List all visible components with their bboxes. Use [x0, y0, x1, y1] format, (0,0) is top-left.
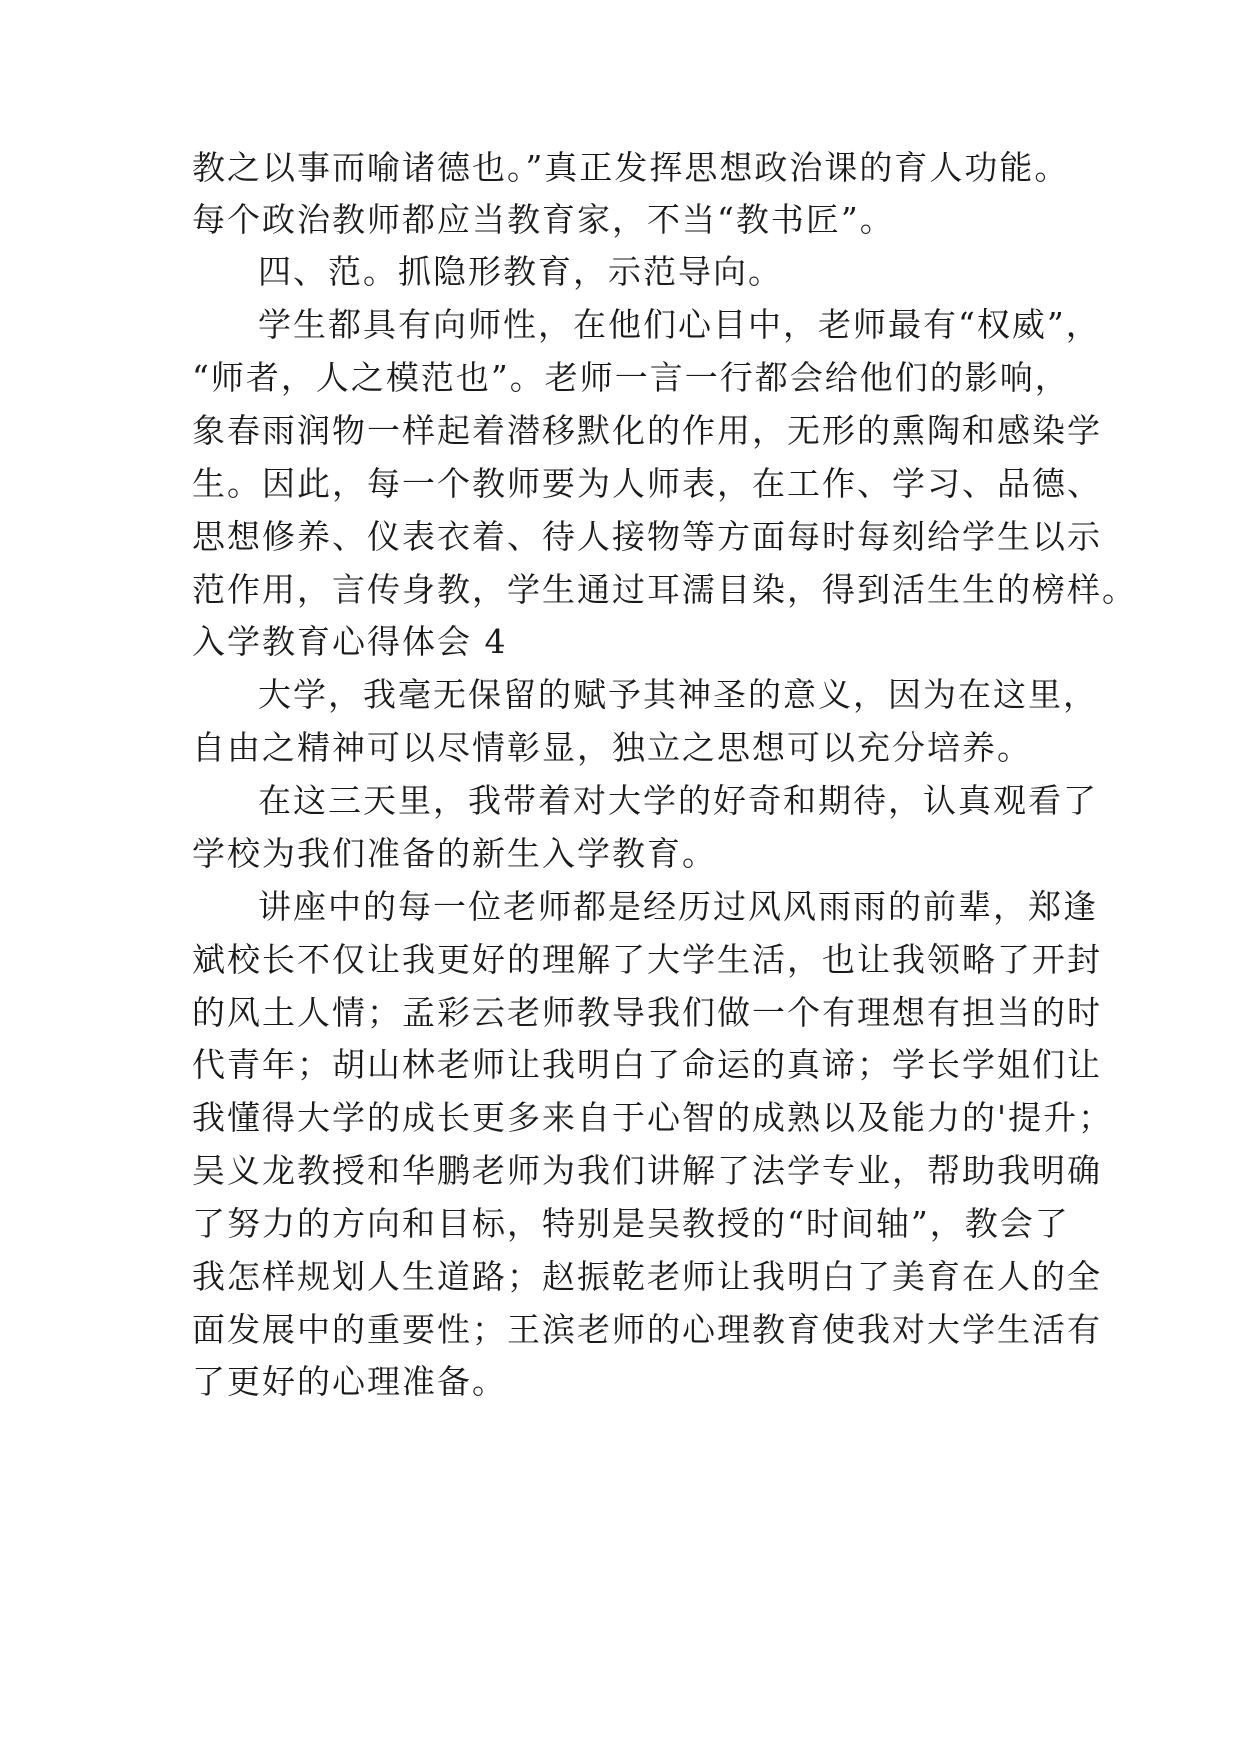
text-line: 在这三天里，我带着对大学的好奇和期待，认真观看了: [258, 781, 1098, 820]
text-line: 大学，我毫无保留的赋予其神圣的意义，因为在这里，: [258, 675, 1098, 714]
text-line: 学生都具有向师性，在他们心目中，老师最有“权威”，: [258, 305, 1101, 344]
text-line: 我懂得大学的成长更多来自于心智的成熟以及能力的'提升；: [192, 1098, 1114, 1137]
text-line: 每个政治教师都应当教育家，不当“教书匠”。: [192, 200, 895, 239]
section-heading: 入学教育心得体会 4: [192, 622, 508, 661]
text-line: “师者，人之模范也”。老师一言一行都会给他们的影响，: [192, 358, 1070, 397]
text-line: 面发展中的重要性；王滨老师的心理教育使我对大学生活有: [192, 1310, 1102, 1349]
text-line: 自由之精神可以尽情彰显，独立之思想可以充分培养。: [192, 728, 1032, 767]
text-line: 生。因此，每一个教师要为人师表，在工作、学习、品德、: [192, 464, 1102, 503]
text-line: 代青年；胡山林老师让我明白了命运的真谛；学长学姐们让: [192, 1045, 1102, 1084]
text-line: 教之以事而喻诸德也。”真正发挥思想政治课的育人功能。: [192, 148, 1070, 187]
text-line: 我怎样规划人生道路；赵振乾老师让我明白了美育在人的全: [192, 1257, 1102, 1296]
text-line: 斌校长不仅让我更好的理解了大学生活，也让我领略了开封: [192, 940, 1102, 979]
text-line: 了努力的方向和目标，特别是吴教授的“时间轴”，教会了: [192, 1204, 1070, 1243]
text-line: 吴义龙教授和华鹏老师为我们讲解了法学专业，帮助我明确: [192, 1151, 1102, 1190]
text-line: 学校为我们准备的新生入学教育。: [192, 834, 717, 873]
text-line: 思想修养、仪表衣着、待人接物等方面每时每刻给学生以示: [192, 517, 1102, 556]
text-line: 范作用，言传身教，学生通过耳濡目染，得到活生生的榜样。: [192, 570, 1137, 609]
text-line: 四、范。抓隐形教育，示范导向。: [258, 252, 783, 291]
text-line: 象春雨润物一样起着潜移默化的作用，无形的熏陶和感染学: [192, 411, 1102, 450]
text-line: 的风土人情；孟彩云老师教导我们做一个有理想有担当的时: [192, 993, 1102, 1032]
text-line: 了更好的心理准备。: [192, 1362, 507, 1401]
text-line: 讲座中的每一位老师都是经历过风风雨雨的前辈，郑逢: [258, 887, 1098, 926]
